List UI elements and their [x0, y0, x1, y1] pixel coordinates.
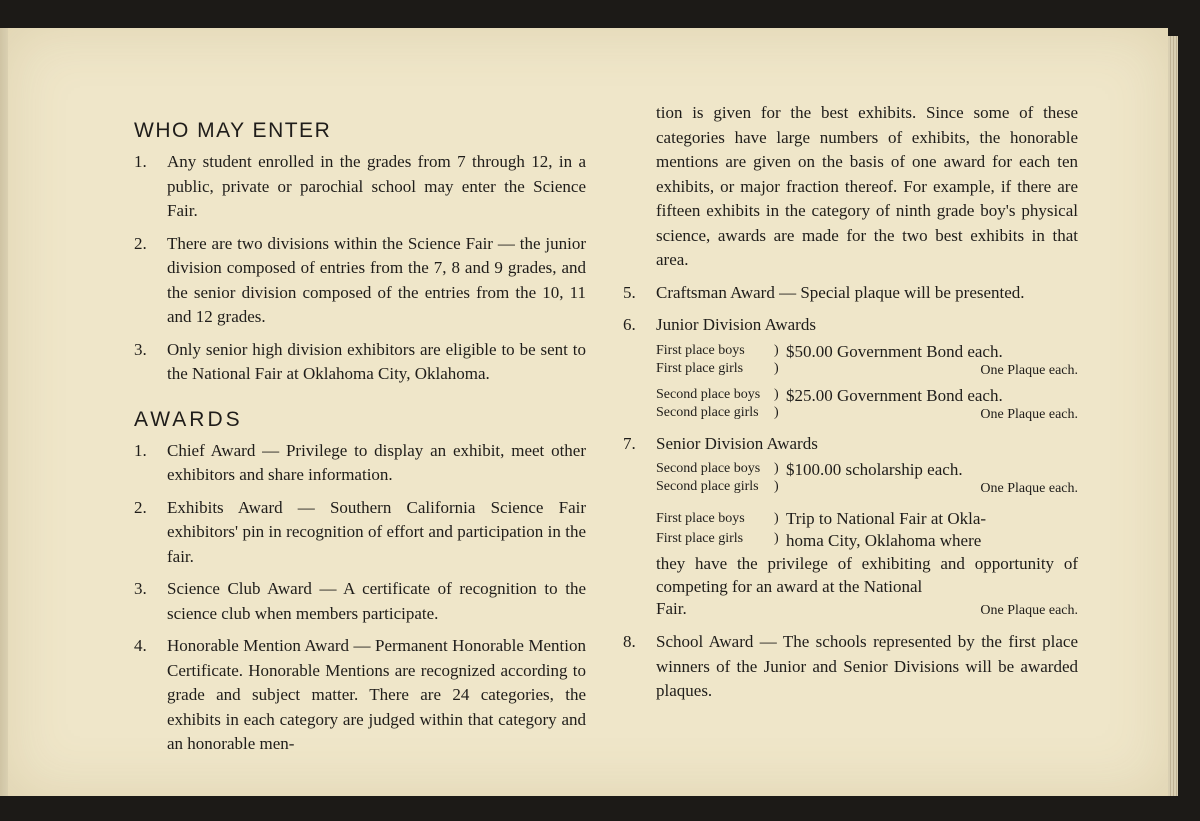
item-text: Chief Award — Privilege to display an exhibit, meet other exhibitors and share information.	[167, 440, 586, 484]
brace-mark: )	[774, 360, 779, 376]
awards-heading: AWARDS	[134, 407, 243, 431]
prize-text: Trip to National Fair at Okla-	[786, 509, 987, 528]
item-number: 3.	[134, 339, 147, 359]
item-number: 5.	[623, 282, 636, 302]
list-item	[134, 496, 586, 570]
first-place-boys-label: First place boys	[656, 342, 745, 358]
first-place-girls-label: First place girls	[656, 360, 744, 376]
list-item-craftsman	[623, 281, 1078, 306]
brace-mark: )	[774, 342, 779, 358]
first-place-girls-label: First place girls	[656, 531, 744, 546]
plaque-text: One Plaque each.	[980, 406, 1078, 422]
continuation-paragraph: tion is given for the best exhibits. Since some of these categories have large numbers of exhibits, the honorable mentions are given on the basis of one award for each ten exhibits, or major fraction thereof. For example, if there are fifteen exhibits in the category of ninth grade boy's physical science, awards are made for the two best exhibits in that area.	[656, 103, 1078, 269]
awards-list	[134, 439, 586, 757]
item-number: 2.	[134, 497, 147, 517]
brace-mark: )	[774, 479, 779, 494]
list-item	[134, 232, 586, 330]
item-text: Any student enrolled in the grades from 7 through 12, in a public, private or parochial school may enter the Science Fair.	[167, 152, 586, 220]
list-item-senior-division	[623, 432, 1078, 623]
item-number: 1.	[134, 440, 147, 460]
second-place-girls-label: Second place girls	[656, 404, 759, 420]
junior-division-title: Junior Division Awards	[656, 315, 816, 334]
who-may-enter-heading: WHO MAY ENTER	[134, 119, 332, 142]
prize-text: $25.00 Government Bond each.	[786, 385, 1003, 405]
list-item-junior-division	[623, 313, 1078, 424]
list-item	[134, 634, 586, 757]
item-text: There are two divisions within the Science Fair — the junior division composed of entries from the 7, 8 and 9 grades, and the senior division composed of the entries from the 10, 11 and 12 grades.	[167, 233, 586, 326]
list-item-school-award	[623, 630, 1078, 704]
first-place-boys-label: First place boys	[656, 511, 745, 526]
plaque-text: One Plaque each.	[980, 481, 1078, 496]
brace-mark: )	[774, 386, 779, 402]
brace-mark: )	[774, 461, 779, 476]
awards-list-continued	[623, 281, 1078, 704]
plaque-text: One Plaque each.	[980, 603, 1078, 618]
item-text: Only senior high division exhibitors are eligible to be sent to the National Fair at Oklahoma City, Oklahoma.	[167, 339, 586, 383]
prize-text: $100.00 scholarship each.	[786, 460, 963, 479]
item-text: Science Club Award — A certificate of recognition to the science club when members participate.	[167, 579, 586, 623]
item-number: 6.	[623, 315, 636, 334]
senior-second-place-group	[656, 460, 1078, 498]
prize-text: homa City, Oklahoma where	[786, 531, 982, 550]
list-item	[134, 439, 586, 488]
item-number: 3.	[134, 579, 147, 598]
item-number: 4.	[134, 636, 147, 655]
senior-division-title: Senior Division Awards	[656, 433, 818, 453]
right-column	[623, 101, 1078, 712]
second-place-boys-label: Second place boys	[656, 386, 761, 402]
prize-text: $50.00 Government Bond each.	[786, 341, 1003, 361]
brace-mark: )	[774, 404, 779, 420]
item-text: Exhibits Award — Southern California Science Fair exhibitors' pin in recognition of effort and participation in the fair.	[167, 497, 586, 566]
second-place-boys-label: Second place boys	[656, 461, 761, 476]
senior-first-place-group	[656, 508, 1078, 622]
junior-second-place-group	[656, 386, 1078, 424]
item-text: School Award — The schools represented by the first place winners of the Junior and Senior Divisions will be awarded plaques.	[656, 632, 1078, 700]
second-place-girls-label: Second place girls	[656, 479, 759, 494]
who-may-enter-list	[134, 150, 586, 387]
item-number: 1.	[134, 152, 147, 171]
item-number: 2.	[134, 233, 147, 253]
list-item	[134, 338, 586, 387]
junior-first-place-group	[656, 342, 1078, 380]
item-text: Craftsman Award — Special plaque will be presented.	[656, 282, 1025, 302]
item-number: 7.	[623, 433, 636, 453]
left-column	[134, 118, 586, 765]
brace-mark: )	[774, 511, 779, 526]
item-number: 8.	[623, 632, 636, 651]
prize-description-end: Fair.	[656, 599, 687, 618]
plaque-text: One Plaque each.	[980, 362, 1078, 378]
item-text: Honorable Mention Award — Permanent Honorable Mention Certificate. Honorable Mentions are recognized according to grade and subject matter. There are 24 categories, the exhibits in each category are judged within that category and an honorable men-	[167, 636, 586, 753]
page-edge	[1168, 36, 1178, 796]
prize-description: they have the privilege of exhibiting and opportunity of competing for an award at the National	[656, 554, 1078, 596]
list-item	[134, 150, 586, 224]
brace-mark: )	[774, 531, 779, 546]
list-item	[134, 577, 586, 626]
